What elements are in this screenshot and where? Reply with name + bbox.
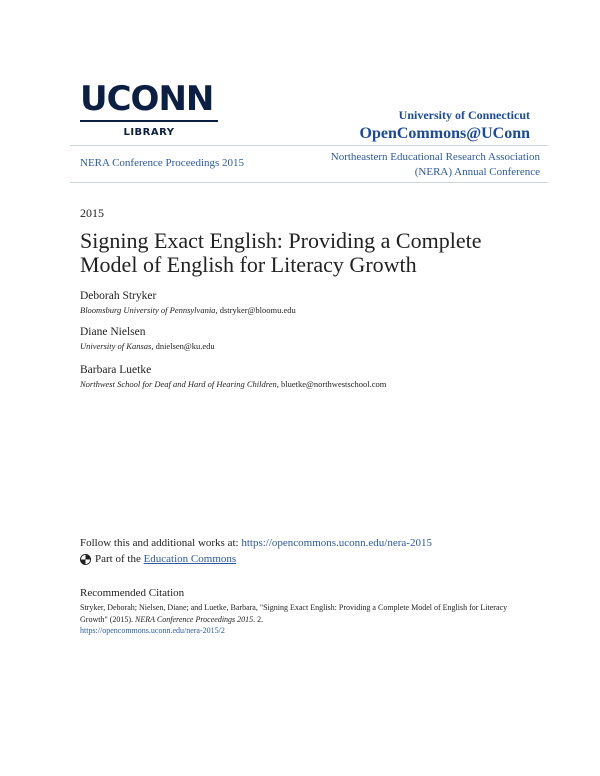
author-name: Barbara Luetke	[80, 364, 152, 376]
citation-link[interactable]: https://opencommons.uconn.edu/nera-2015/2	[80, 626, 225, 635]
series-link[interactable]: NERA Conference Proceedings 2015	[80, 157, 245, 169]
author-affiliation: Northwest School for Deaf and Hard of Hearing Children, bluetke@northwestschool.com	[80, 379, 387, 389]
citation-text: Stryker, Deborah; Nielsen, Diane; and Luetke, Barbara, "Signing Exact English: Providing a Complete Model of English for Literacy Growth" (2015). NERA Conference Proceedings 2015. 2. https://opencommons.uconn.edu/nera-2015/2	[80, 603, 508, 635]
repository-brand	[360, 108, 530, 143]
citation-heading: Recommended Citation	[80, 587, 185, 599]
association-line-2: (NERA) Annual Conference	[414, 166, 540, 178]
divider-bottom	[70, 182, 548, 183]
uconn-library-logo[interactable]	[80, 79, 218, 138]
author-name: Diane Nielsen	[80, 326, 146, 338]
paper-title: Signing Exact English: Providing a Complete Model of English for Literacy Growth	[80, 228, 482, 277]
association-link[interactable]	[331, 150, 540, 180]
commons-icon	[80, 554, 91, 565]
author-block	[80, 326, 215, 351]
follow-line: Follow this and additional works at: https://opencommons.uconn.edu/nera-2015	[80, 537, 432, 549]
logo-subtitle: LIBRARY	[123, 127, 175, 138]
part-of-line: Part of the Education Commons	[80, 553, 236, 565]
logo-rule	[80, 120, 218, 122]
author-affiliation: Bloomsburg University of Pennsylvania, dstryker@bloomu.edu	[80, 305, 296, 315]
author-name: Deborah Stryker	[80, 290, 157, 302]
author-block	[80, 290, 296, 315]
author-block	[80, 364, 386, 389]
author-affiliation: University of Kansas, dnielsen@ku.edu	[80, 341, 215, 351]
association-line-1: Northeastern Educational Research Association	[330, 151, 540, 163]
divider-top	[70, 145, 548, 146]
logo-wordmark: UCONN	[80, 79, 214, 119]
education-commons-link[interactable]: Education Commons	[143, 553, 237, 565]
opencommons-link[interactable]: OpenCommons@UConn	[359, 125, 530, 142]
collection-link[interactable]: https://opencommons.uconn.edu/nera-2015	[241, 537, 432, 549]
publication-year: 2015	[80, 206, 104, 220]
university-name[interactable]: University of Connecticut	[398, 108, 530, 122]
